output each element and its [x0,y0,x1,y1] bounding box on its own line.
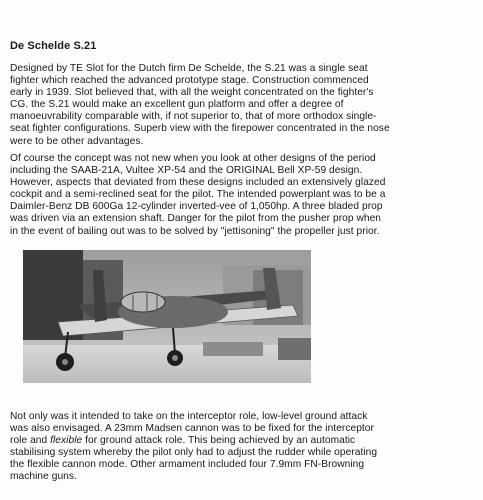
text-line: However, aspects that deviated from these designs included an extensively glazed [10,177,386,189]
text-line: stabilising system whereby the pilot only had to adjust the rudder while operating [10,447,378,459]
text-line: manoeuvrability comparable with, if not superior to, that of more orthodox single- [10,111,377,123]
text-line: Not only was it intended to take on the interceptor role, low-level ground attack [10,411,368,422]
text-line: fighter which reached the advanced prototype stage. Construction commenced [10,75,369,87]
paragraph-armament [10,411,476,484]
text-line: seat fighter configurations. Superb view with the firepower concentrated in the nose [10,123,390,135]
text-line: in the event of bailing out was to be solved by "jettisoning" the propeller just prior. [10,225,380,237]
paragraph-concept [10,153,476,238]
text-line: early in 1939. Slot believed that, with all the weight concentrated on the fighter's [10,87,374,99]
text-line: was also envisaged. A 23mm Madsen cannon was to be fixed for the interceptor [10,423,374,435]
text-line: was driven via an extension shaft. Danger for the pilot from the pusher prop when [10,213,382,225]
aircraft-photo [23,250,311,383]
text-line: Daimler-Benz DB 600Ga 12-cylinder inverted-vee of 1,050hp. A three bladed prop [10,201,383,213]
text-line: Of course the concept was not new when you look at other designs of the period [10,153,376,164]
emphasis-flexible: flexible [50,435,83,447]
document-title: De Schelde S.21 [10,40,97,52]
text-line: cockpit and a semi-reclined seat for the pilot. The intended powerplant was to be a [10,189,386,201]
text-line [10,435,476,447]
text-line: including the SAAB-21A, Vultee XP-54 and the ORIGINAL Bell XP-59 design. [10,165,363,177]
text-run: role and [10,435,51,447]
text-line: machine guns. [10,471,77,483]
text-line: were to be other advantages. [10,135,144,147]
text-line: Designed by TE Slot for the Dutch firm De Schelde, the S.21 was a single seat [10,63,368,74]
text-line: the flexible cannon mode. Other armament included four 7.9mm FN-Browning [10,459,365,471]
text-run: for ground attack role. This being achieved by an automatic [82,435,356,447]
paragraph-intro [10,63,476,148]
text-line: CG. the S.21 would make an excellent gun platform and offer a degree of [10,99,344,111]
aircraft-photo-image [23,250,311,383]
